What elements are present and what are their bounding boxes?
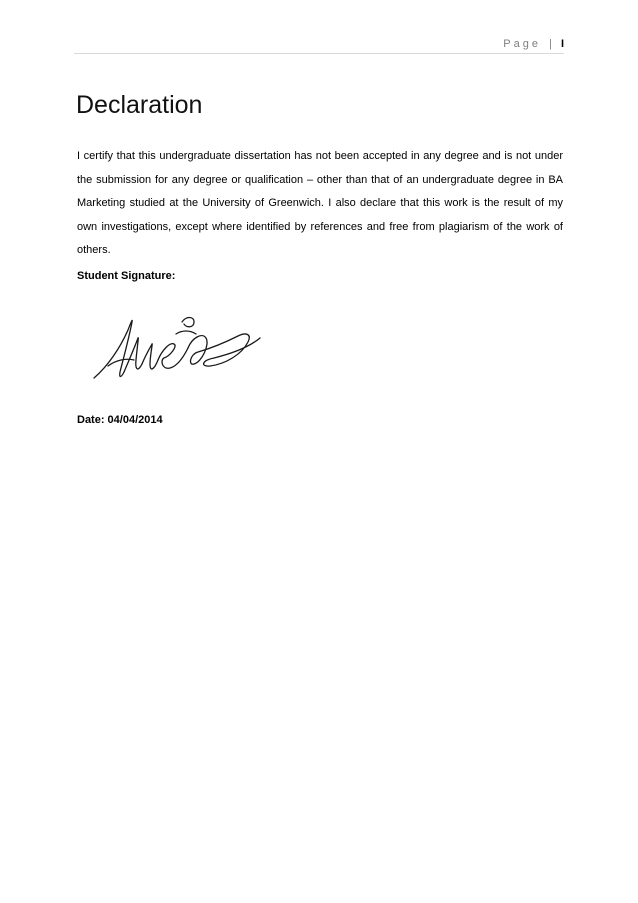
page-separator: |	[549, 38, 552, 50]
signature-label: Student Signature:	[77, 270, 176, 282]
declaration-paragraph: I certify that this undergraduate dissertation has not been accepted in any degree and is not under the submission for any degree or qualification – other than that of an undergraduate degree in BA Marketing studied at the University of Greenwich. I also declare that this work is the result of my own investigations, except where identified by references and free from plagiarism of the work of others.	[77, 150, 563, 256]
page-label: Page	[503, 38, 541, 50]
page-header	[503, 38, 564, 50]
page-number: I	[560, 38, 564, 50]
header-divider	[74, 53, 564, 54]
page-title: Declaration	[76, 91, 203, 119]
handwritten-signature	[90, 308, 265, 384]
signature-date: Date: 04/04/2014	[77, 414, 163, 426]
